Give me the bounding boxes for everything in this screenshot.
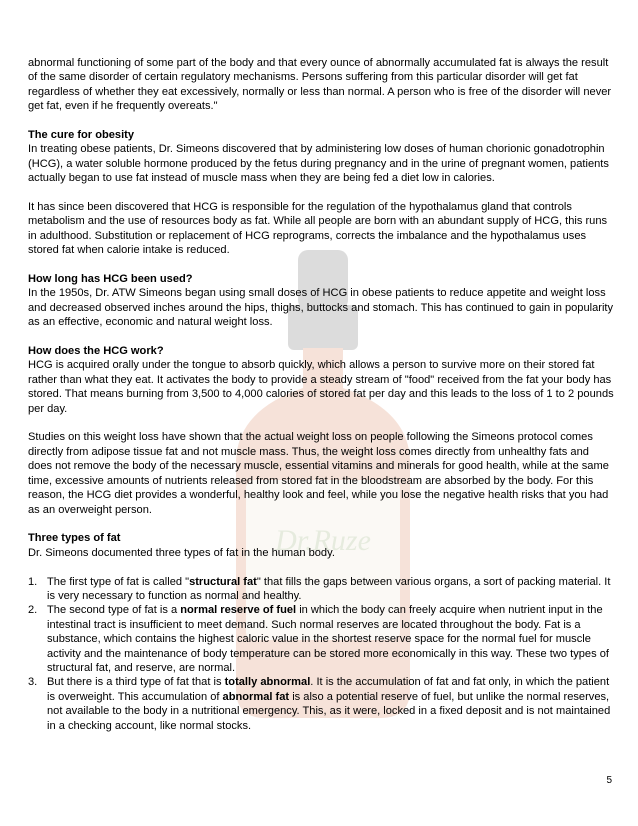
item-text: " that fills the gaps between various organs, a sort of packing material. It is very necessary to function as normal and healthy. [47,575,611,602]
section-paragraph: HCG is acquired orally under the tongue to absorb quickly, which allows a person to survive more on their stored fat rather than what they eat. It activates the body to provide a steady stream of "food" received from the fat your body has stored. That means burning from 3,500 to 4,000 calories of stored fat per day and this leads to the loss of 1 to 2 pounds per day. [28,359,614,415]
item-text: . It is the accumulation of fat and fat only, in which the patient is overweight. This accumulation of [47,676,610,703]
section-how-it-works [28,344,614,517]
list-item [28,575,614,604]
section-history [28,272,614,330]
item-emphasis: abnormal fat [222,690,290,703]
item-emphasis: structural fat [189,575,257,588]
item-text: The second type of fat is a [47,604,181,617]
item-emphasis: totally abnormal [224,676,311,689]
section-paragraph: Studies on this weight loss have shown that the actual weight loss on people following the Simeons protocol comes directly from adipose tissue fat and not muscle mass. Thus, the weight loss comes directly from unhealthy fats and does not remove the body of the necessary muscle, essential vitamins and minerals for good health, while at the same time, excessive amounts of nutrients released from stored fat in the bloodstream are absorbed by the body. For this reason, the HCG diet provides a wonderful, healthy look and feel, while you lose the negative health risks that you had as an overweight person. [28,431,609,516]
list-number: 2. [28,604,38,617]
section-paragraph: It has since been discovered that HCG is responsible for the regulation of the hypothalamus gland that controls metabolism and the use of resources body as fat. While all people are born with an abundant supply of HCG, this runs in adulthood. Substitution or replacement of HCG reprograms, corrects the imbalance and the hypothalamus uses stored fat when calorie intake is reduced. [28,201,608,257]
section-paragraph: In treating obese patients, Dr. Simeons discovered that by administering low doses of human chorionic gonadotrophin (HCG), a water soluble hormone produced by the fetus during pregnancy and in the urine of pregnant women, patients actually began to use fat instead of muscle mass when they are being fed a diet low in calories. [28,143,609,185]
list-item [28,603,614,675]
item-text: But there is a third type of fat that is [47,676,225,689]
section-heading: Three types of fat [28,532,121,545]
item-text: The first type of fat is called " [47,575,190,588]
section-cure [28,128,614,258]
intro-paragraph: abnormal functioning of some part of the body and that every ounce of abnormally accumulated fat is always the result of the same disorder of certain regulatory mechanisms. Persons suffering from this particular disorder will get fat regardless of whether they eat excessively, normally or less than normal. A person who is free of the disorder will never get fat, even if he frequently overeats." [28,57,612,113]
list-item [28,675,614,733]
watermark-logo-text: Dr.Ruze [275,524,371,557]
item-text: is also a potential reserve of fuel, but unlike the normal reserves, not available to the body in a nutritional emergency. This, as it were, locked in a fixed deposit and is not maintained in a checking account, like normal stocks. [47,690,611,732]
item-text: in which the body can freely acquire when nutrient input in the intestinal tract is insufficient to meet demand. Such normal reserves are located throughout the body. Fat is a substance, which contains the highest caloric value in the shortest reserve space for the normal fuel for muscle activity and the maintenance of body temperature can be stored more economically in this way. These two types of structural fat, and reserve, are normal. [47,604,609,674]
section-heading: The cure for obesity [28,129,135,142]
page-number: 5 [606,775,612,786]
section-fat-types [28,531,614,733]
list-number: 1. [28,575,38,588]
section-lead: Dr. Simeons documented three types of fat in the human body. [28,546,335,559]
item-emphasis: normal reserve of fuel [180,604,297,617]
document-body [28,56,614,733]
fat-types-list [28,575,614,733]
section-heading: How does the HCG work? [28,345,164,358]
section-paragraph: In the 1950s, Dr. ATW Simeons began using small doses of HCG in obese patients to reduce appetite and weight loss and decreased observed inches around the hips, thighs, buttocks and stomach. This has continued to gain in popularity as an effective, economic and natural weight loss. [28,287,614,329]
list-number: 3. [28,676,38,689]
section-heading: How long has HCG been used? [28,273,193,286]
